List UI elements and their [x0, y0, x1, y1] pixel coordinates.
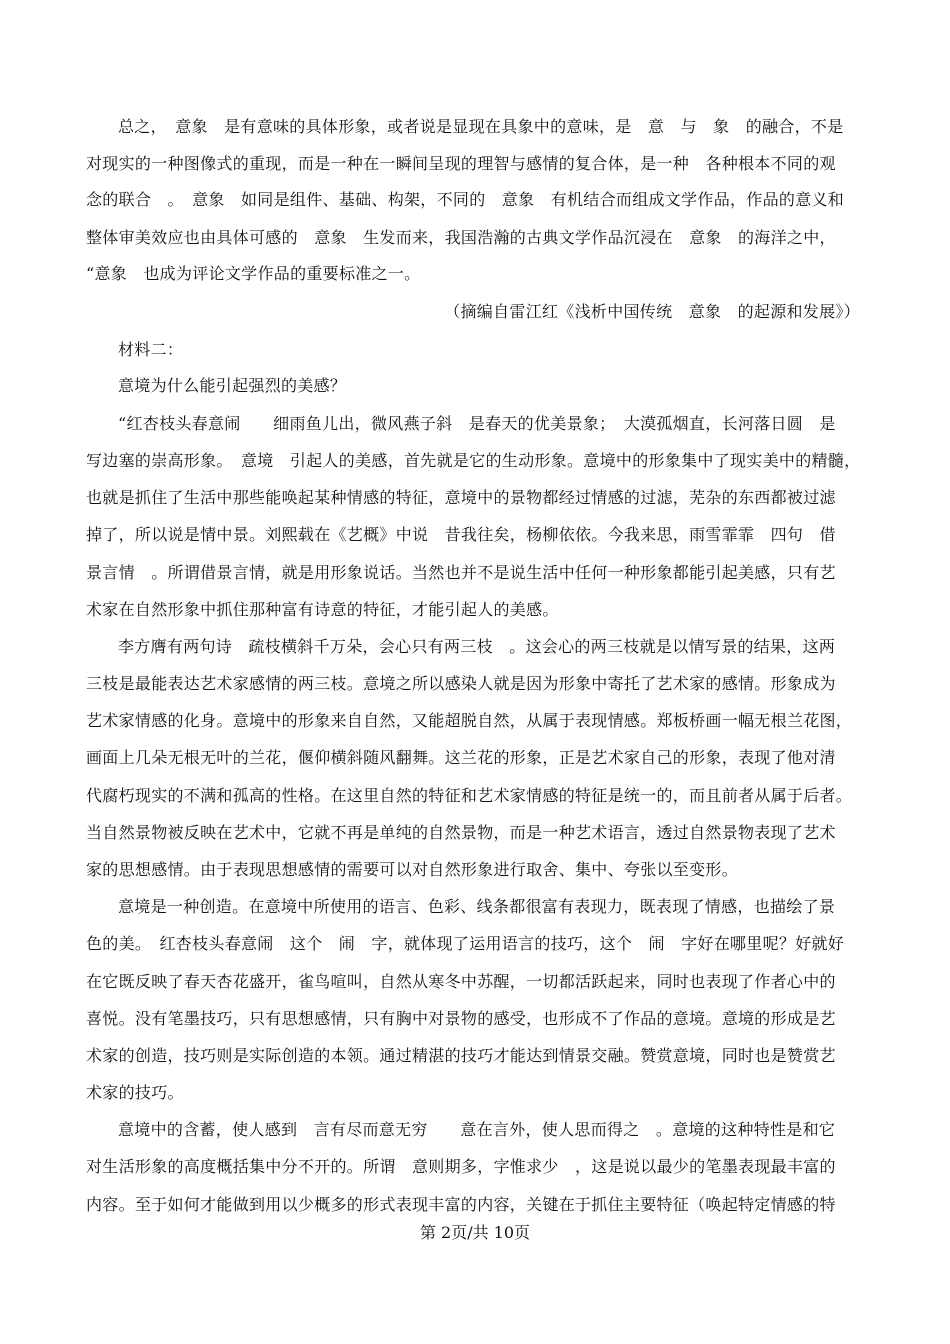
text-line: 三枝是最能表达艺术家感情的两三枝。意境之所以感染人就是因为形象中寄托了艺术家的感情。形象成为: [86, 674, 836, 693]
text-line: 内容。至于如何才能做到用以少概多的形式表现丰富的内容，关键在于抓住主要特征（唤起特定情感的特: [86, 1195, 836, 1214]
text-line: 术家在自然形象中抓住那种富有诗意的特征，才能引起人的美感。: [86, 600, 559, 619]
section-heading: 材料二：: [118, 340, 184, 359]
text-line: 意境中的含蓄，使人感到 言有尽而意无穷 意在言外，使人思而得之 。意境的这种特性是和它: [118, 1120, 836, 1139]
source-citation: （摘编自雷江红《浅析中国传统 意象 的起源和发展》）: [444, 302, 860, 321]
text-line: 写边塞的崇高形象。 意境 引起人的美感，首先就是它的生动形象。意境中的形象集中了现实美中的精髓，: [86, 451, 861, 470]
text-line: 代腐朽现实的不满和孤高的性格。在这里自然的特征和艺术家情感的特征是统一的，而且前者从属于后者。: [86, 786, 853, 805]
page-number: 第 2页/共 10页: [419, 1223, 531, 1242]
text-line: 掉了，所以说是情中景。刘熙载在《艺概》中说 昔我往矣，杨柳依依。今我来思，雨雪霏霏 四句 借: [86, 525, 836, 544]
text-line: 艺术家情感的化身。意境中的形象来自自然，又能超脱自然，从属于表现情感。郑板桥画一幅无根兰花图，: [86, 711, 853, 730]
text-line: 当自然景物被反映在艺术中，它就不再是单纯的自然景物，而是一种艺术语言，透过自然景物表现了艺术: [86, 823, 836, 842]
text-line: 念的联合 。 意象 如同是组件、基础、构架，不同的 意象 有机结合而组成文学作品，作品的意义和: [86, 190, 845, 209]
text-line: 总之， 意象 是有意味的具体形象，或者说是显现在具象中的意味，是 意 与 象 的融合，不是: [118, 117, 844, 136]
text-line: 整体审美效应也由具体可感的 意象 生发而来，我国浩瀚的古典文学作品沉浸在 意象 的海洋之中，: [86, 228, 836, 247]
text-line: 李方膺有两句诗 疏枝横斜千万朵，会心只有两三枝 。这会心的两三枝就是以情写景的结果，这两: [118, 637, 836, 656]
text-line: 家的思想感情。由于表现思想感情的需要可以对自然形象进行取舍、集中、夸张以至变形。: [86, 860, 739, 879]
text-line: 也就是抓住了生活中那些能唤起某种情感的特征，意境中的景物都经过情感的过滤，芜杂的东西都被过滤: [86, 488, 836, 507]
text-line: 术家的创造，技巧则是实际创造的本领。通过精湛的技巧才能达到情景交融。赞赏意境，同时也是赞赏艺: [86, 1046, 836, 1065]
text-line: 景言情 。所谓借景言情，就是用形象说话。当然也并不是说生活中任何一种形象都能引起美感，只有艺: [86, 563, 836, 582]
text-line: “意象 也成为评论文学作品的重要标准之一。: [86, 264, 421, 283]
text-line: 画面上几朵无根无叶的兰花，偃仰横斜随风翻舞。这兰花的形象，正是艺术家自己的形象，表现了他对清: [86, 748, 836, 767]
text-line: 对生活形象的高度概括集中分不开的。所谓 意则期多，字惟求少 ，这是说以最少的笔墨表现最丰富的: [86, 1157, 836, 1176]
text-line: 喜悦。没有笔墨技巧，只有思想感情，只有胸中对景物的感受，也形成不了作品的意境。意境的形成是艺: [86, 1009, 836, 1028]
text-line: 意境是一种创造。在意境中所使用的语言、色彩、线条都很富有表现力，既表现了情感，也描绘了景: [118, 897, 836, 916]
text-line: 在它既反映了春天杏花盛开，雀鸟喧叫，自然从寒冬中苏醒，一切都活跃起来，同时也表现了作者心中的: [86, 972, 836, 991]
question-heading: 意境为什么能引起强烈的美感？: [118, 376, 347, 395]
text-line: 术家的技巧。: [86, 1083, 184, 1102]
text-line: 对现实的一种图像式的重现，而是一种在一瞬间呈现的理智与感情的复合体，是一种 各种根本不同的观: [86, 154, 836, 173]
text-line: “红杏枝头春意闹 细雨鱼儿出，微风燕子斜 是春天的优美景象； 大漠孤烟直，长河落日圆 是: [118, 414, 836, 433]
text-line: 色的美。 红杏枝头春意闹 这个 闹 字，就体现了运用语言的技巧，这个 闹 字好在哪里呢？好就好: [86, 934, 845, 953]
